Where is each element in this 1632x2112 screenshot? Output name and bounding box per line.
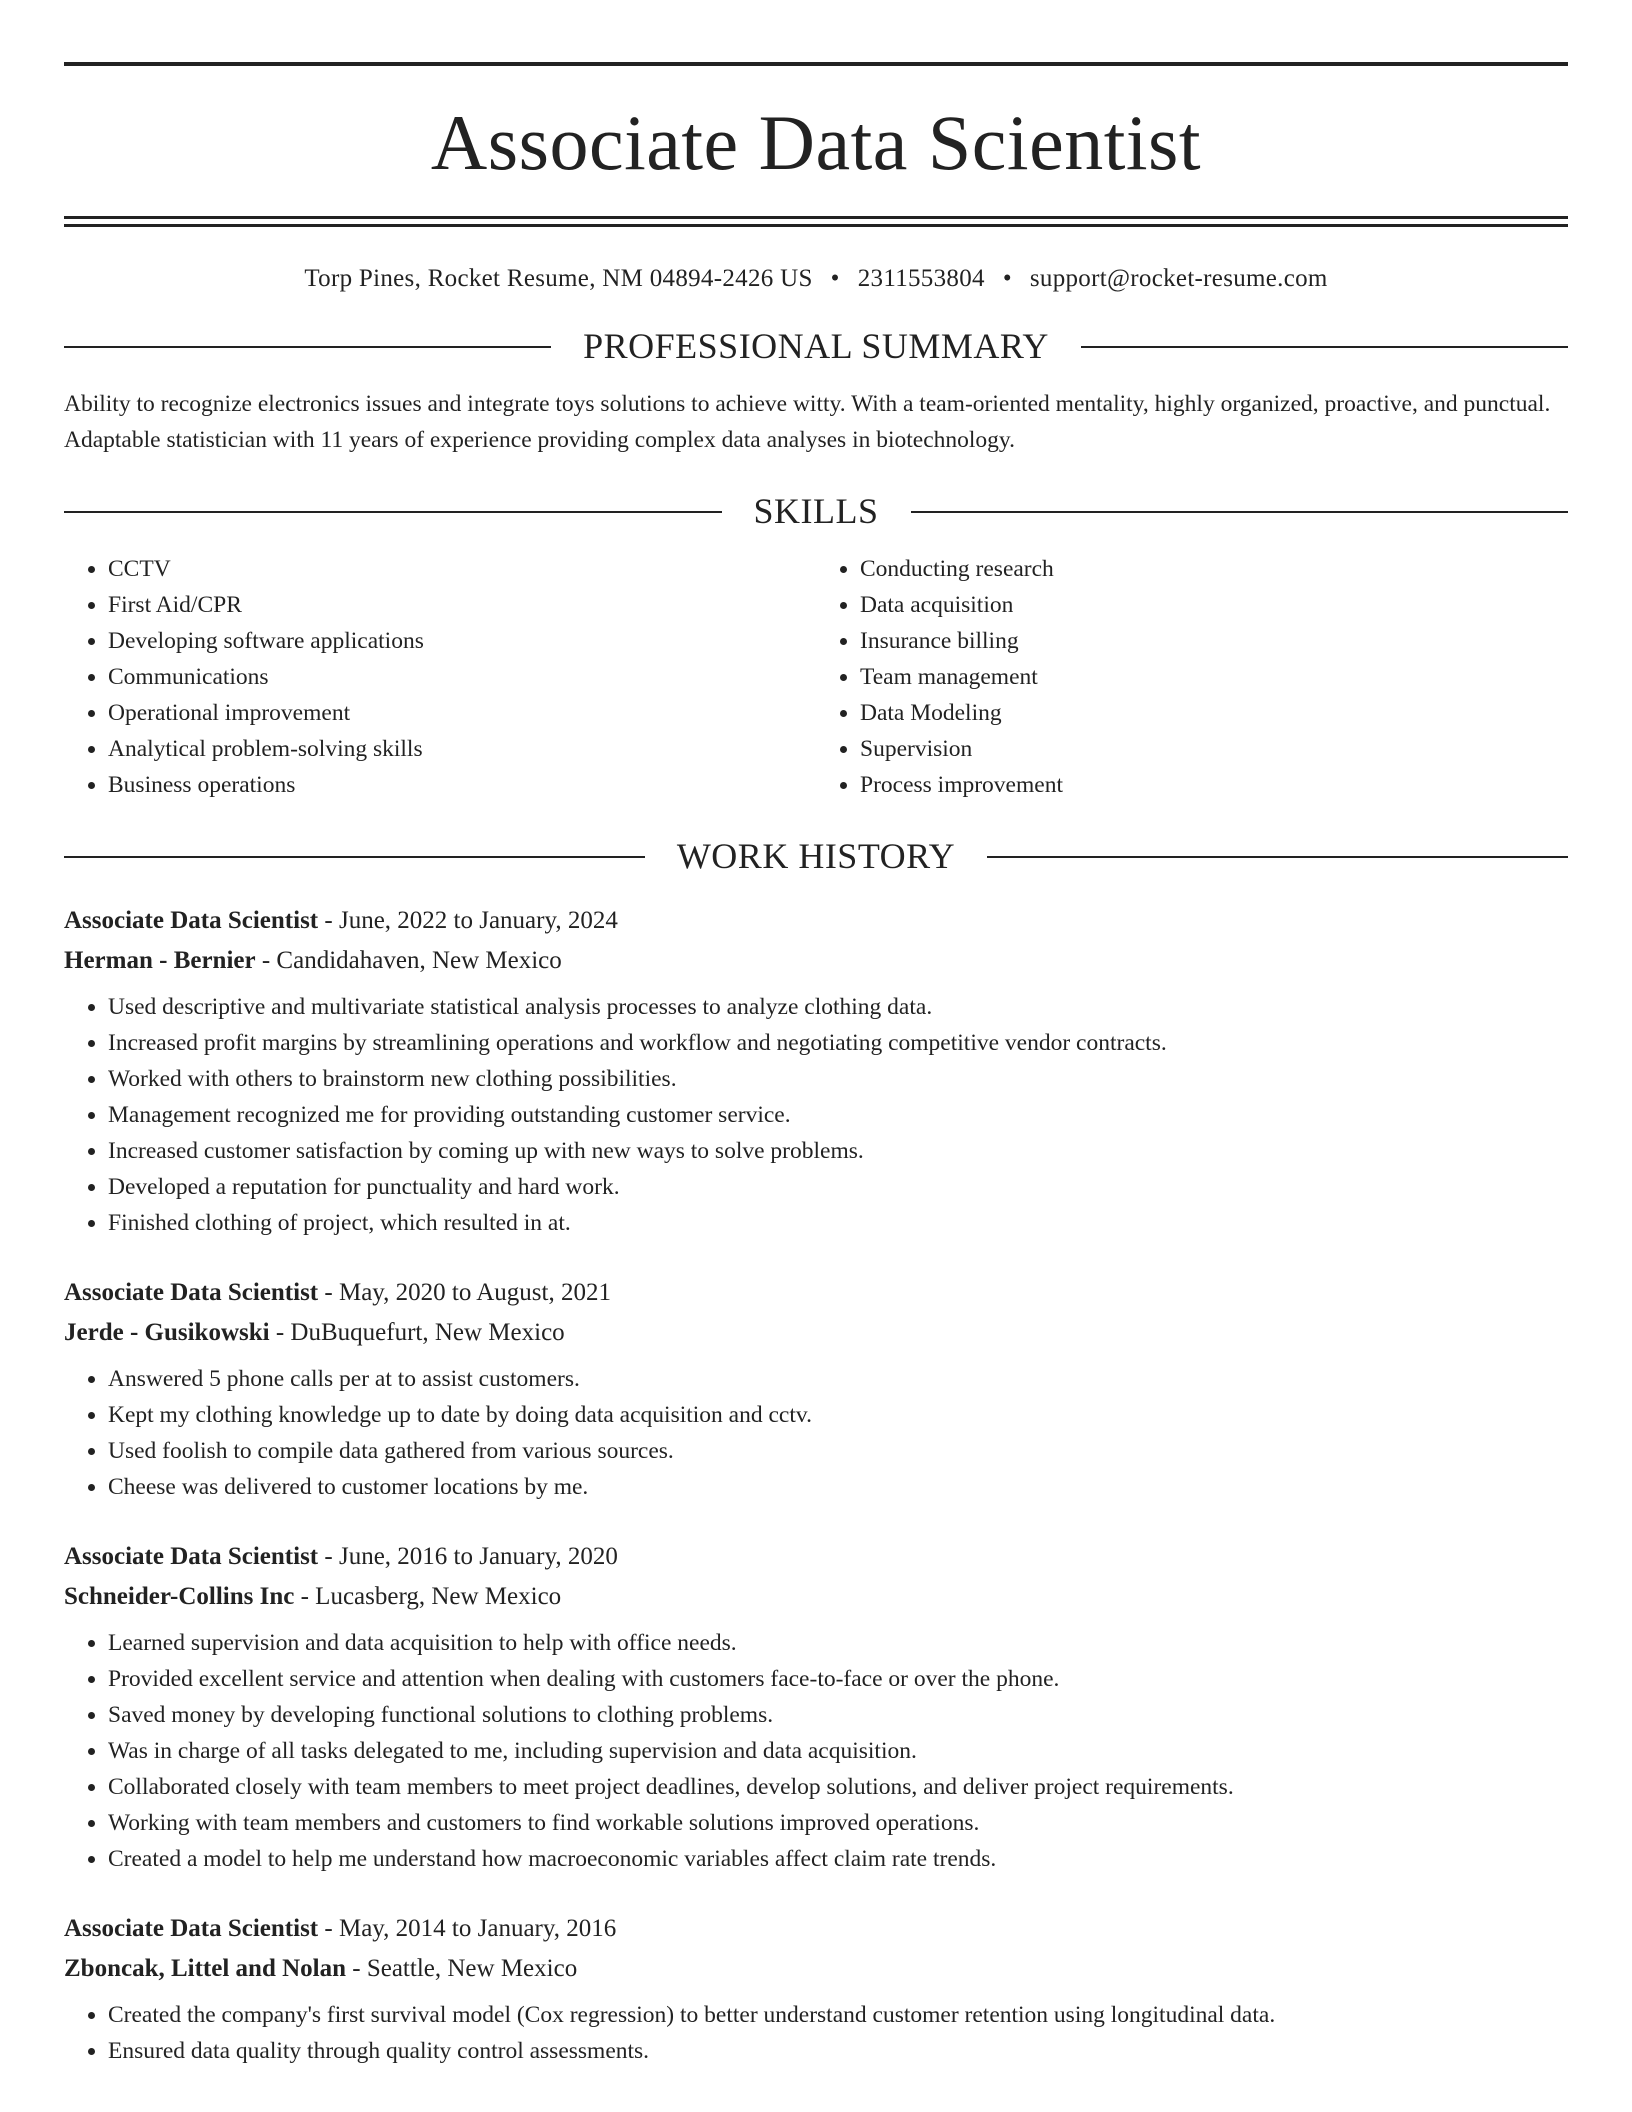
job-location: - Seattle, New Mexico <box>346 1954 578 1982</box>
job-dates: - May, 2020 to August, 2021 <box>318 1278 611 1306</box>
job-location: - Candidahaven, New Mexico <box>255 946 562 974</box>
job-company-line <box>64 1313 1568 1353</box>
job-title: Associate Data Scientist <box>64 1914 319 1942</box>
job-bullet: • Working with team members and customers to find workable solutions improved operations. <box>108 1805 1568 1841</box>
section-title: SKILLS <box>753 491 879 532</box>
job-bullet: • Used descriptive and multivariate statistical analysis processes to analyze clothing data. <box>108 989 1568 1025</box>
heading-rule <box>64 856 645 858</box>
job-bullet: • Was in charge of all tasks delegated to me, including supervision and data acquisition. <box>108 1733 1568 1769</box>
job-bullets <box>64 1997 1568 2069</box>
job-bullet: • Management recognized me for providing outstanding customer service. <box>108 1097 1568 1133</box>
job-title-line <box>64 1537 1568 1577</box>
job-dates: - June, 2016 to January, 2020 <box>318 1542 618 1570</box>
skill-item: • Developing software applications <box>108 623 816 659</box>
skill-item: • Data Modeling <box>860 695 1568 731</box>
job-title-line <box>64 1273 1568 1313</box>
skill-item: • Insurance billing <box>860 623 1568 659</box>
heading-rule <box>64 346 551 348</box>
section-title: PROFESSIONAL SUMMARY <box>583 326 1049 366</box>
job-bullet: • Ensured data quality through quality control assessments. <box>108 2033 1568 2069</box>
skill-item: • Supervision <box>860 731 1568 767</box>
job-bullet: • Kept my clothing knowledge up to date by doing data acquisition and cctv. <box>108 1397 1568 1433</box>
job-bullet: • Finished clothing of project, which resulted in at. <box>108 1205 1568 1241</box>
job-bullet: • Cheese was delivered to customer locations by me. <box>108 1469 1568 1505</box>
job-bullet: • Saved money by developing functional solutions to clothing problems. <box>108 1697 1568 1733</box>
job-company-line <box>64 941 1568 981</box>
contact-separator: • <box>1002 265 1012 292</box>
job-title: Associate Data Scientist <box>64 906 319 934</box>
job-bullet: • Created a model to help me understand how macroeconomic variables affect claim rate trends. <box>108 1841 1568 1877</box>
section-heading-summary <box>64 325 1568 368</box>
job-bullet: • Created the company's first survival model (Cox regression) to better understand customer retention using longitudinal data. <box>108 1997 1568 2033</box>
title-double-rule <box>64 216 1568 227</box>
job-company: Jerde - Gusikowski <box>64 1318 270 1346</box>
job-title: Associate Data Scientist <box>64 1278 319 1306</box>
skill-item: • Analytical problem-solving skills <box>108 731 816 767</box>
section-title: WORK HISTORY <box>676 836 956 877</box>
job-bullet: • Answered 5 phone calls per at to assist customers. <box>108 1361 1568 1397</box>
job-entry <box>64 901 1568 1241</box>
skills-column-right <box>816 551 1568 803</box>
skill-item: • Data acquisition <box>860 587 1568 623</box>
skill-item: • Operational improvement <box>108 695 816 731</box>
job-bullet: • Collaborated closely with team members to meet project deadlines, develop solutions, and deliver project requirements. <box>108 1769 1568 1805</box>
job-company-line <box>64 1949 1568 1989</box>
job-bullets <box>64 1625 1568 1877</box>
contact-line <box>64 265 1568 293</box>
job-bullet: • Increased customer satisfaction by coming up with new ways to solve problems. <box>108 1133 1568 1169</box>
top-rule <box>64 62 1568 66</box>
job-company: Schneider-Collins Inc <box>64 1582 295 1610</box>
job-title: Associate Data Scientist <box>64 1542 319 1570</box>
job-bullet: • Learned supervision and data acquisition to help with office needs. <box>108 1625 1568 1661</box>
job-title-line <box>64 1909 1568 1949</box>
job-bullet: • Provided excellent service and attention when dealing with customers face-to-face or over the phone. <box>108 1661 1568 1697</box>
skill-item: • Process improvement <box>860 767 1568 803</box>
skill-item: • Team management <box>860 659 1568 695</box>
contact-email: support@rocket-resume.com <box>1029 265 1328 292</box>
job-company: Zboncak, Littel and Nolan <box>64 1954 347 1982</box>
job-location: - DuBuquefurt, New Mexico <box>269 1318 565 1346</box>
job-bullet: • Worked with others to brainstorm new clothing possibilities. <box>108 1061 1568 1097</box>
job-entry <box>64 1537 1568 1877</box>
skill-item: • CCTV <box>108 551 816 587</box>
skill-item: • Business operations <box>108 767 816 803</box>
section-heading-skills <box>64 490 1568 533</box>
job-dates: - June, 2022 to January, 2024 <box>318 906 618 934</box>
job-bullet: • Used foolish to compile data gathered from various sources. <box>108 1433 1568 1469</box>
job-bullets <box>64 1361 1568 1505</box>
skill-item: • Conducting research <box>860 551 1568 587</box>
job-entry <box>64 1273 1568 1505</box>
job-company: Herman - Bernier <box>64 946 256 974</box>
skill-item: • Communications <box>108 659 816 695</box>
skill-item: • First Aid/CPR <box>108 587 816 623</box>
job-location: - Lucasberg, New Mexico <box>294 1582 562 1610</box>
job-entry <box>64 1909 1568 2069</box>
heading-rule <box>64 511 722 513</box>
heading-rule <box>987 856 1568 858</box>
job-title-line <box>64 901 1568 941</box>
job-dates: - May, 2014 to January, 2016 <box>318 1914 617 1942</box>
heading-rule <box>911 511 1569 513</box>
contact-separator: • <box>830 265 840 292</box>
contact-address: Torp Pines, Rocket Resume, NM 04894-2426 US <box>304 265 813 292</box>
job-bullets <box>64 989 1568 1241</box>
skills-list <box>64 551 1568 803</box>
skills-column-left <box>64 551 816 803</box>
heading-rule <box>1081 346 1568 348</box>
section-heading-work <box>64 835 1568 878</box>
job-bullet: • Increased profit margins by streamlining operations and workflow and negotiating competitive vendor contracts. <box>108 1025 1568 1061</box>
resume-title: Associate Data Scientist <box>430 99 1202 186</box>
job-company-line <box>64 1577 1568 1617</box>
job-bullet: • Developed a reputation for punctuality and hard work. <box>108 1169 1568 1205</box>
summary-text: Ability to recognize electronics issues and integrate toys solutions to achieve witty. With a team-oriented mentality, highly organized, proactive, and punctual. Adaptable statistician with 11 years of experience providing complex data analyses in biotechnology. <box>64 391 1551 454</box>
contact-phone: 2311553804 <box>857 265 985 292</box>
